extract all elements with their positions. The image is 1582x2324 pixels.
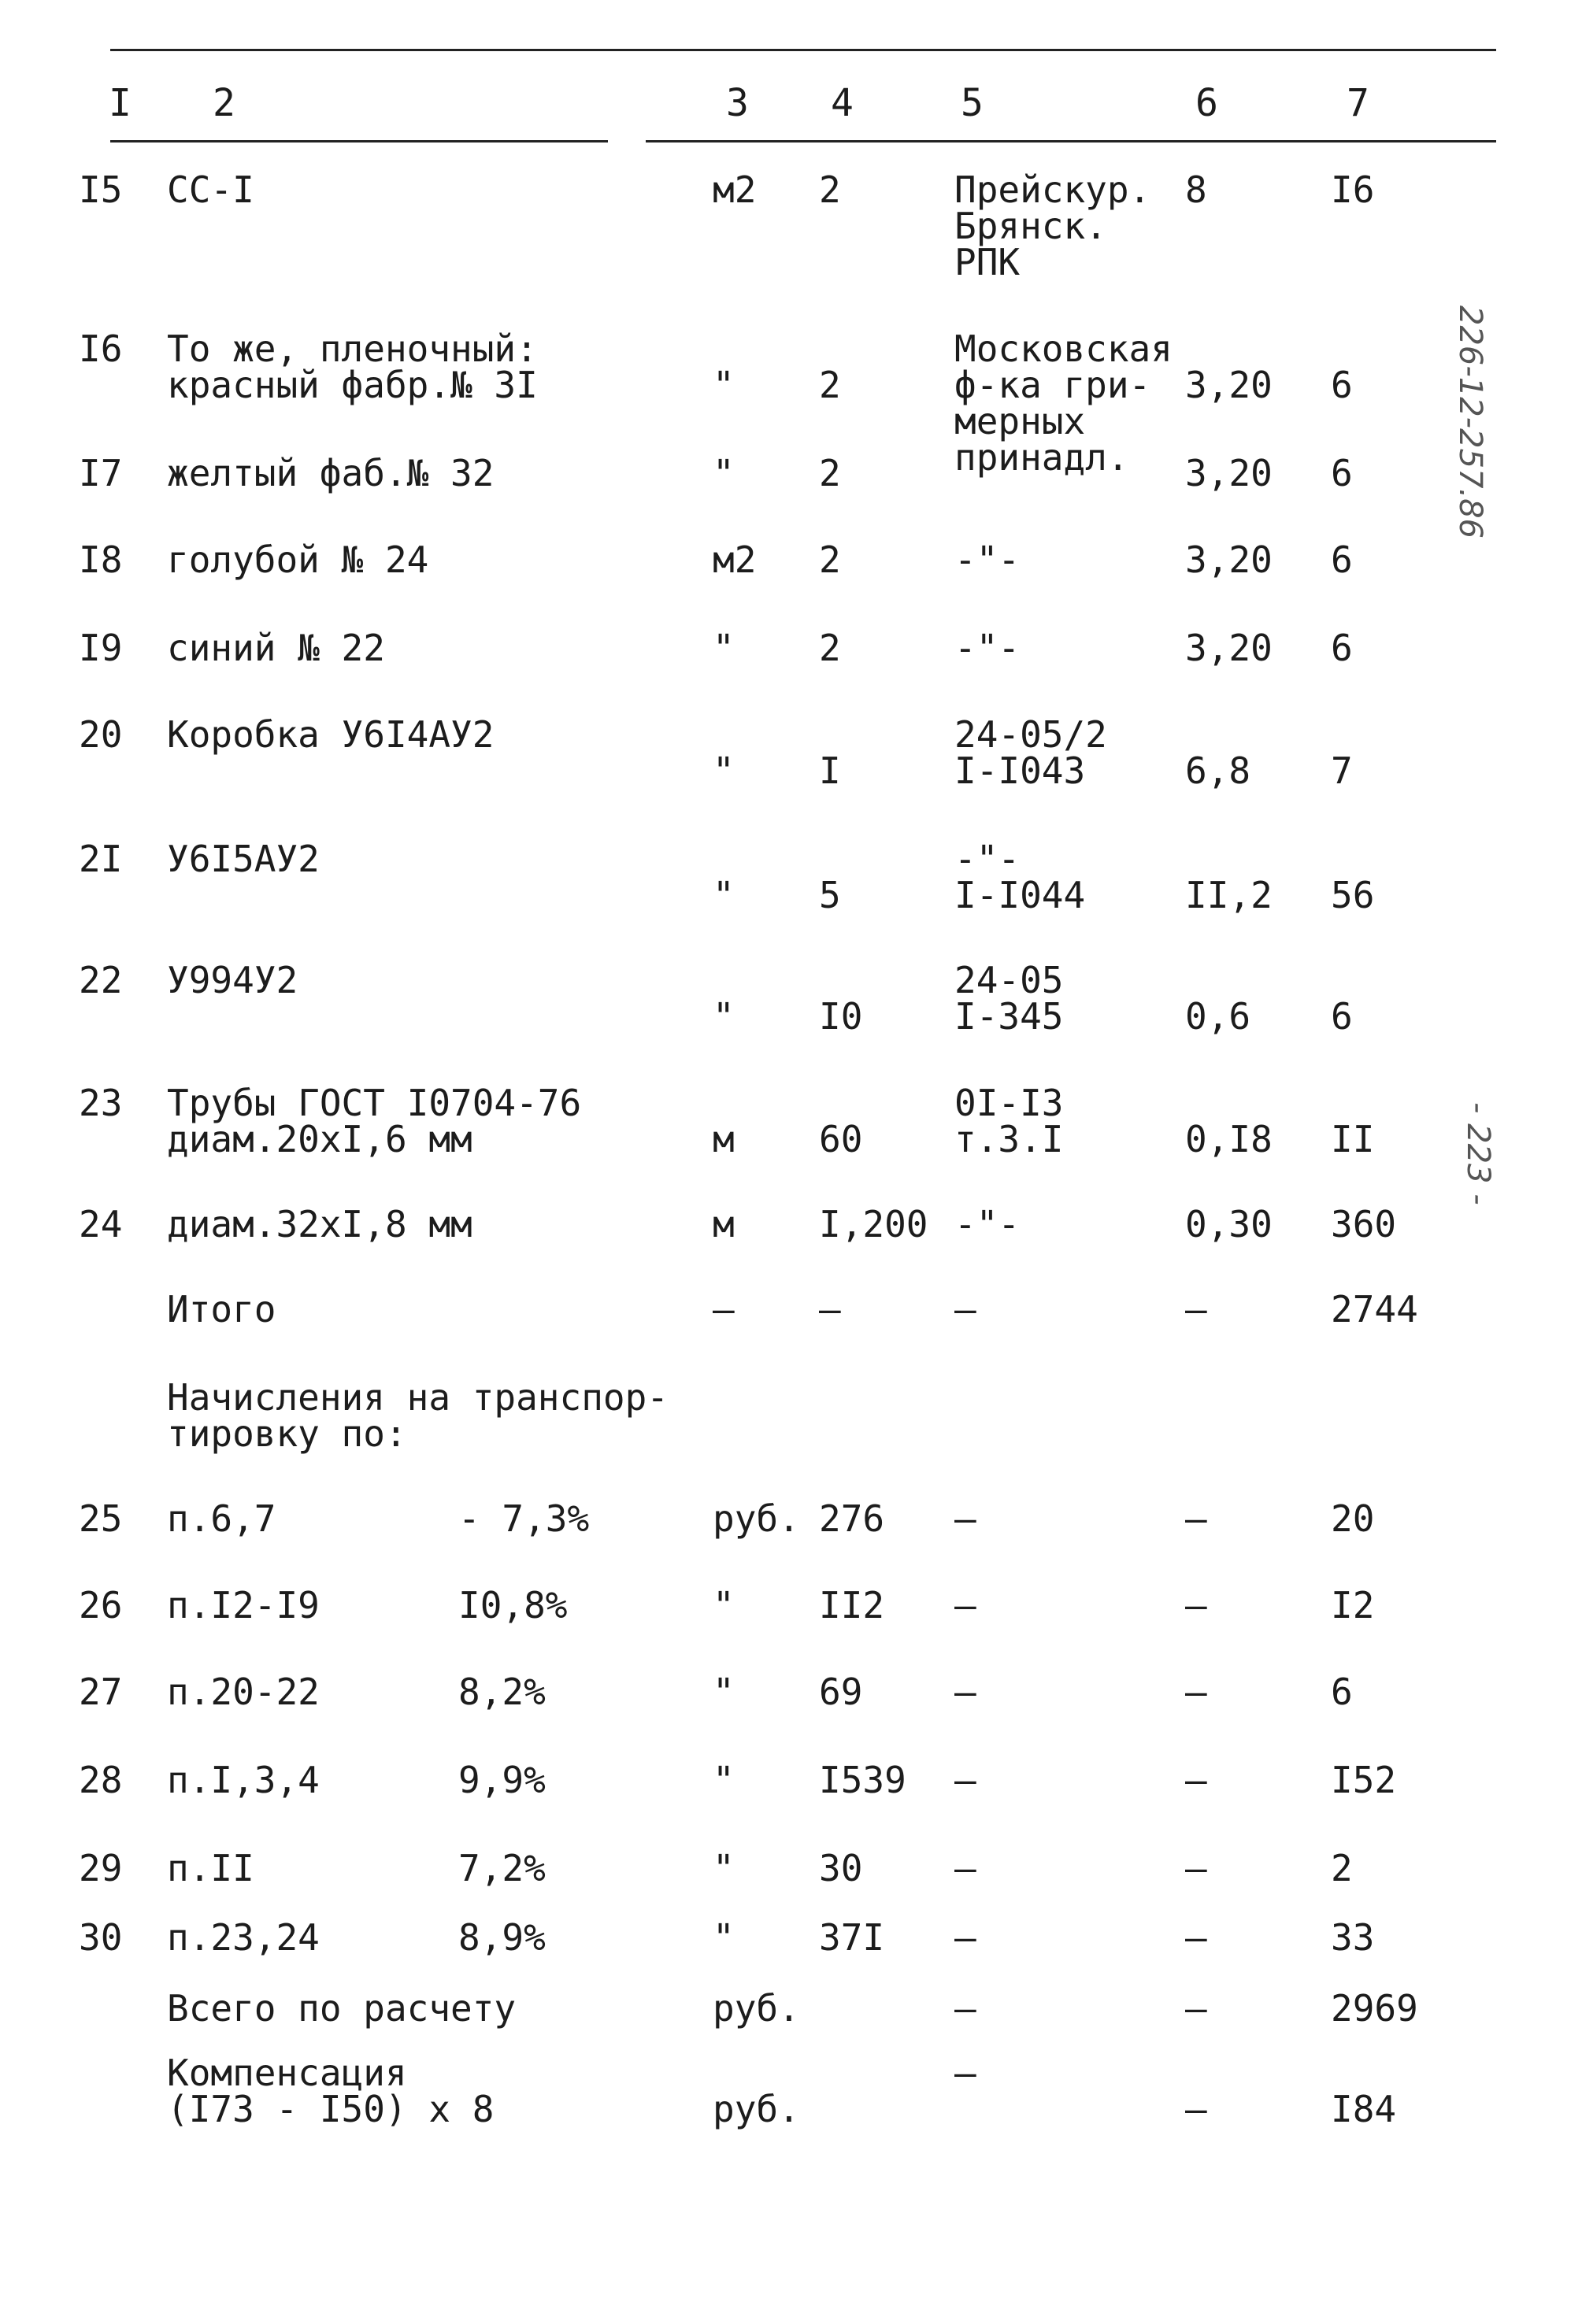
price-cell: 3,20 [1185,452,1273,494]
quantity-cell: I539 [819,1759,906,1801]
price-cell: – [1185,1288,1207,1330]
header-col-5: 5 [961,81,984,125]
percent-value: - 7,3% [458,1497,590,1540]
item-name: п.20-22 [167,1671,320,1713]
item-name: Трубы ГОСТ I0704-76 [167,1082,582,1124]
price-cell: 8 [1185,168,1207,211]
header-rule-left [110,140,608,142]
row-number: 20 [79,713,123,756]
quantity-cell: 2 [819,627,841,669]
source-cell: – [954,1671,976,1713]
quantity-cell: II2 [819,1584,885,1626]
source-cell: принадл. [954,436,1129,479]
sum-cell: II [1331,1118,1375,1160]
sum-cell: 33 [1331,1916,1375,1959]
quantity-cell: 2 [819,168,841,211]
item-name: (I73 - I50) х 8 [167,2088,495,2130]
price-cell: – [1185,1671,1207,1713]
row-number: 24 [79,1203,123,1245]
row-number: 2I [79,838,123,880]
unit-cell: " [713,995,735,1038]
sum-cell: I2 [1331,1584,1375,1626]
sum-cell: I6 [1331,168,1375,211]
quantity-cell: I [819,749,841,792]
sum-cell: I52 [1331,1759,1397,1801]
row-number: 27 [79,1671,123,1713]
source-cell: 24-05/2 [954,713,1107,756]
source-cell: – [954,1987,976,2030]
price-cell: – [1185,1759,1207,1801]
source-cell: -"- [954,1203,1021,1245]
quantity-cell: I,200 [819,1203,928,1245]
sum-cell: 6 [1331,452,1353,494]
sum-cell: I84 [1331,2088,1397,2130]
source-cell: – [954,1288,976,1330]
sum-cell: 56 [1331,874,1375,916]
row-number: 26 [79,1584,123,1626]
unit-cell: м [713,1203,735,1245]
quantity-cell: 2 [819,452,841,494]
item-name: У6I5АУ2 [167,838,320,880]
unit-cell: " [713,749,735,792]
source-cell: – [954,1759,976,1801]
unit-cell: руб. [713,1497,800,1540]
item-name: диам.20хI,6 мм [167,1118,472,1160]
unit-cell: " [713,1584,735,1626]
source-cell: Брянск. [954,205,1107,247]
percent-value: I0,8% [458,1584,568,1626]
row-number: 22 [79,959,123,1001]
price-cell: – [1185,2088,1207,2130]
margin-note-registration: 226-12-257.86 [1452,305,1488,539]
percent-value: 8,9% [458,1916,546,1959]
item-name: п.23,24 [167,1916,320,1959]
source-cell: I-I044 [954,874,1086,916]
source-cell: – [954,1916,976,1959]
row-number: 25 [79,1497,123,1540]
quantity-cell: – [819,1288,841,1330]
row-number: I8 [79,538,123,581]
item-name: голубой № 24 [167,538,429,581]
unit-cell: м2 [713,168,757,211]
price-cell: 3,20 [1185,538,1273,581]
unit-cell: руб. [713,2088,800,2130]
quantity-cell: 37I [819,1916,885,1959]
item-name: п.I2-I9 [167,1584,320,1626]
quantity-cell: I0 [819,995,863,1038]
price-cell: – [1185,1987,1207,2030]
unit-cell: " [713,452,735,494]
price-cell: – [1185,1847,1207,1889]
source-cell: I-I043 [954,749,1086,792]
item-name: тировку по: [167,1412,407,1455]
unit-cell: " [713,1759,735,1801]
sum-cell: 6 [1331,364,1353,406]
sum-cell: 6 [1331,1671,1353,1713]
source-cell: РПК [954,241,1021,283]
quantity-cell: 30 [819,1847,863,1889]
item-name: Коробка У6I4АУ2 [167,713,495,756]
item-name: диам.32хI,8 мм [167,1203,472,1245]
unit-cell: м [713,1118,735,1160]
item-name: синий № 22 [167,627,385,669]
item-name: п.I,3,4 [167,1759,320,1801]
sum-cell: 6 [1331,538,1353,581]
unit-cell: – [713,1288,735,1330]
unit-cell: " [713,1847,735,1889]
item-name: То же, пленочный: [167,328,538,370]
item-name: п.II [167,1847,254,1889]
item-name: Итого [167,1288,276,1330]
source-cell: – [954,2052,976,2094]
unit-cell: " [713,874,735,916]
header-col-6: 6 [1195,81,1218,125]
sum-cell: 2744 [1331,1288,1418,1330]
item-name: желтый фаб.№ 32 [167,452,495,494]
source-cell: – [954,1497,976,1540]
source-cell: Прейскур. [954,168,1151,211]
item-name: Всего по расчету [167,1987,517,2030]
source-cell: ф-ка гри- [954,364,1151,406]
source-cell: мерных [954,400,1086,442]
sum-cell: 7 [1331,749,1353,792]
header-col-1: I [109,81,132,125]
item-name: Компенсация [167,2052,407,2094]
percent-value: 8,2% [458,1671,546,1713]
sum-cell: 20 [1331,1497,1375,1540]
unit-cell: " [713,364,735,406]
source-cell: т.3.I [954,1118,1064,1160]
price-cell: 3,20 [1185,627,1273,669]
quantity-cell: 276 [819,1497,885,1540]
quantity-cell: 69 [819,1671,863,1713]
row-number: 23 [79,1082,123,1124]
source-cell: -"- [954,838,1021,880]
row-number: 30 [79,1916,123,1959]
price-cell: 3,20 [1185,364,1273,406]
unit-cell: " [713,1671,735,1713]
unit-cell: " [713,1916,735,1959]
price-cell: 0,30 [1185,1203,1273,1245]
sum-cell: 2 [1331,1847,1353,1889]
source-cell: 0I-I3 [954,1082,1064,1124]
item-name: Начисления на транспор- [167,1376,669,1419]
quantity-cell: 2 [819,538,841,581]
price-cell: 0,6 [1185,995,1251,1038]
unit-cell: " [713,627,735,669]
sum-cell: 6 [1331,627,1353,669]
source-cell: – [954,1847,976,1889]
header-rule-right [646,140,1496,142]
source-cell: – [954,1584,976,1626]
unit-cell: м2 [713,538,757,581]
source-cell: I-345 [954,995,1064,1038]
price-cell: 0,I8 [1185,1118,1273,1160]
row-number: I6 [79,328,123,370]
price-cell: – [1185,1916,1207,1959]
header-col-4: 4 [831,81,854,125]
top-rule [110,49,1496,51]
item-name: п.6,7 [167,1497,276,1540]
source-cell: 24-05 [954,959,1064,1001]
header-col-3: 3 [726,81,749,125]
price-cell: – [1185,1584,1207,1626]
row-number: I7 [79,452,123,494]
sum-cell: 360 [1331,1203,1397,1245]
percent-value: 7,2% [458,1847,546,1889]
price-cell: – [1185,1497,1207,1540]
source-cell: -"- [954,627,1021,669]
price-cell: 6,8 [1185,749,1251,792]
item-name: красный фабр.№ 3I [167,364,538,406]
unit-cell: руб. [713,1987,800,2030]
margin-note-page-number: - 223 - [1460,1102,1496,1205]
row-number: I9 [79,627,123,669]
sum-cell: 6 [1331,995,1353,1038]
quantity-cell: 5 [819,874,841,916]
row-number: 29 [79,1847,123,1889]
source-cell: -"- [954,538,1021,581]
quantity-cell: 2 [819,364,841,406]
header-col-2: 2 [213,81,235,125]
source-cell: Московская [954,328,1173,370]
row-number: 28 [79,1759,123,1801]
item-name: CC-I [167,168,254,211]
price-cell: II,2 [1185,874,1273,916]
sum-cell: 2969 [1331,1987,1418,2030]
item-name: У994У2 [167,959,298,1001]
percent-value: 9,9% [458,1759,546,1801]
header-col-7: 7 [1347,81,1369,125]
row-number: I5 [79,168,123,211]
quantity-cell: 60 [819,1118,863,1160]
